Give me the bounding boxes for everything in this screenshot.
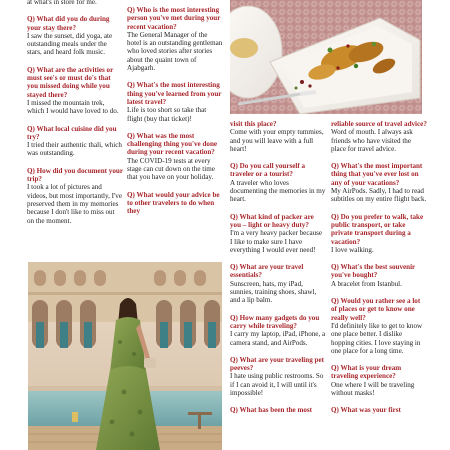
answer-text: Come with your empty tummies, and you will leave with a full heart! [230, 128, 324, 153]
question-text: Q) What are your traveling pet peeves? [230, 355, 324, 373]
answer-text: I missed the mountain trek, which I would have loved to do. [27, 98, 119, 116]
question-text: Q) What local cuisine did you try? [27, 124, 117, 141]
answer-text: A traveler who loves documenting the memories in my heart. [230, 178, 326, 204]
question-text: Q) Do you call yourself a traveler or a tourist? [230, 162, 306, 179]
question-text: Q) What kind of packer are you – light or heavy duty? [230, 212, 314, 229]
question-text: Q) What is your dream traveling experience? [331, 364, 402, 381]
question-text: visit this place? [230, 120, 277, 128]
question-text: Q) Who is the most interesting person you've met during your recent vacation? [127, 6, 221, 31]
traveler-photo [28, 262, 222, 450]
answer-text: My AirPods. Sadly, I had to read subtitles on my entire flight back. [331, 187, 427, 204]
question-text: Q) What's the most important thing that you've ever lost on any of your vacations? [331, 162, 423, 187]
question-text: Q) Would you rather see a lot of places or get to know one really well? [331, 297, 421, 322]
answer-text: The General Manager of the hotel is an outstanding gentleman who loved stories after stories about the quaint town of Ajabgarh. [127, 30, 223, 73]
answer-text: I love walking. [331, 245, 374, 254]
question-text: Q) How did you document your trip? [27, 166, 123, 184]
question-text: Q) What's the most interesting thing you've learned from your latest travel? [127, 81, 222, 106]
question-text: Q) What would your advice be to other travelers to do when they [127, 190, 220, 216]
answer-text: A bracelet from Istanbul. [331, 279, 402, 288]
answer-text: I saw the sunset, did yoga, ate outstanding meals under the stars, and heard folk music. [27, 31, 113, 57]
question-text: Q) What are the activities or must see's or must do's that you missed doing while you stayed there? [27, 65, 114, 99]
answer-text: One where I will be traveling without masks! [331, 380, 415, 398]
answer-text: I carry my laptop, iPad, iPhone, a camera stand, and AirPods. [230, 330, 326, 347]
question-text: Q) How many gadgets do you carry while traveling? [230, 313, 320, 330]
answer-text: I hate using public restrooms. So if I can avoid it, I will until it's impossible! [230, 372, 324, 398]
answer-text: Word of mouth. I always ask friends who have visited the place for travel advice. [331, 128, 413, 153]
answer-text: at what's in store for me. [27, 0, 97, 6]
column-2 [127, 6, 223, 216]
column-1 [27, 0, 123, 234]
answer-text: I tried their authentic thali, which was outstanding. [27, 141, 122, 158]
answer-text: Life is too short so take that flight (buy that ticket)! [127, 106, 207, 123]
question-text: reliable source of travel advice? [331, 120, 427, 128]
question-text: Q) What has been the most [230, 406, 313, 415]
traveler-photo-illustration [28, 262, 222, 450]
question-text: Q) Do you prefer to walk, take public transport, or take private transport during a vacation? [331, 212, 424, 246]
answer-text: I'm a very heavy packer because I like to make sure I have everything I would ever need! [230, 229, 323, 254]
food-photo-illustration [230, 0, 422, 114]
food-photo [230, 0, 422, 114]
answer-text: Sunscreen, hats, my iPad, sunnies, training shoes, shawl, and a lip balm. [230, 279, 317, 305]
answer-text: I took a lot of pictures and videos, but most importantly, I've preserved them in my memories because I don't like to miss out on the moment. [27, 183, 122, 225]
question-text: Q) What was your first [331, 406, 401, 415]
column-4 [331, 120, 427, 415]
column-3 [230, 120, 326, 415]
answer-text: The COVID-19 tests at every stage can cut down on the time that you have on your holiday. [127, 156, 215, 182]
question-text: Q) What did you do during your stay there? [27, 15, 110, 32]
answer-text: I'd definitely like to get to know one place better. I dislike hopping cities. I love staying in one place for a long time. [331, 321, 423, 355]
question-text: Q) What was the most challenging thing you've done during your recent vacation? [127, 131, 218, 157]
question-text: Q) What's the best souvenir you've bought? [331, 263, 416, 280]
question-text: Q) What are your travel essentials? [230, 263, 304, 280]
